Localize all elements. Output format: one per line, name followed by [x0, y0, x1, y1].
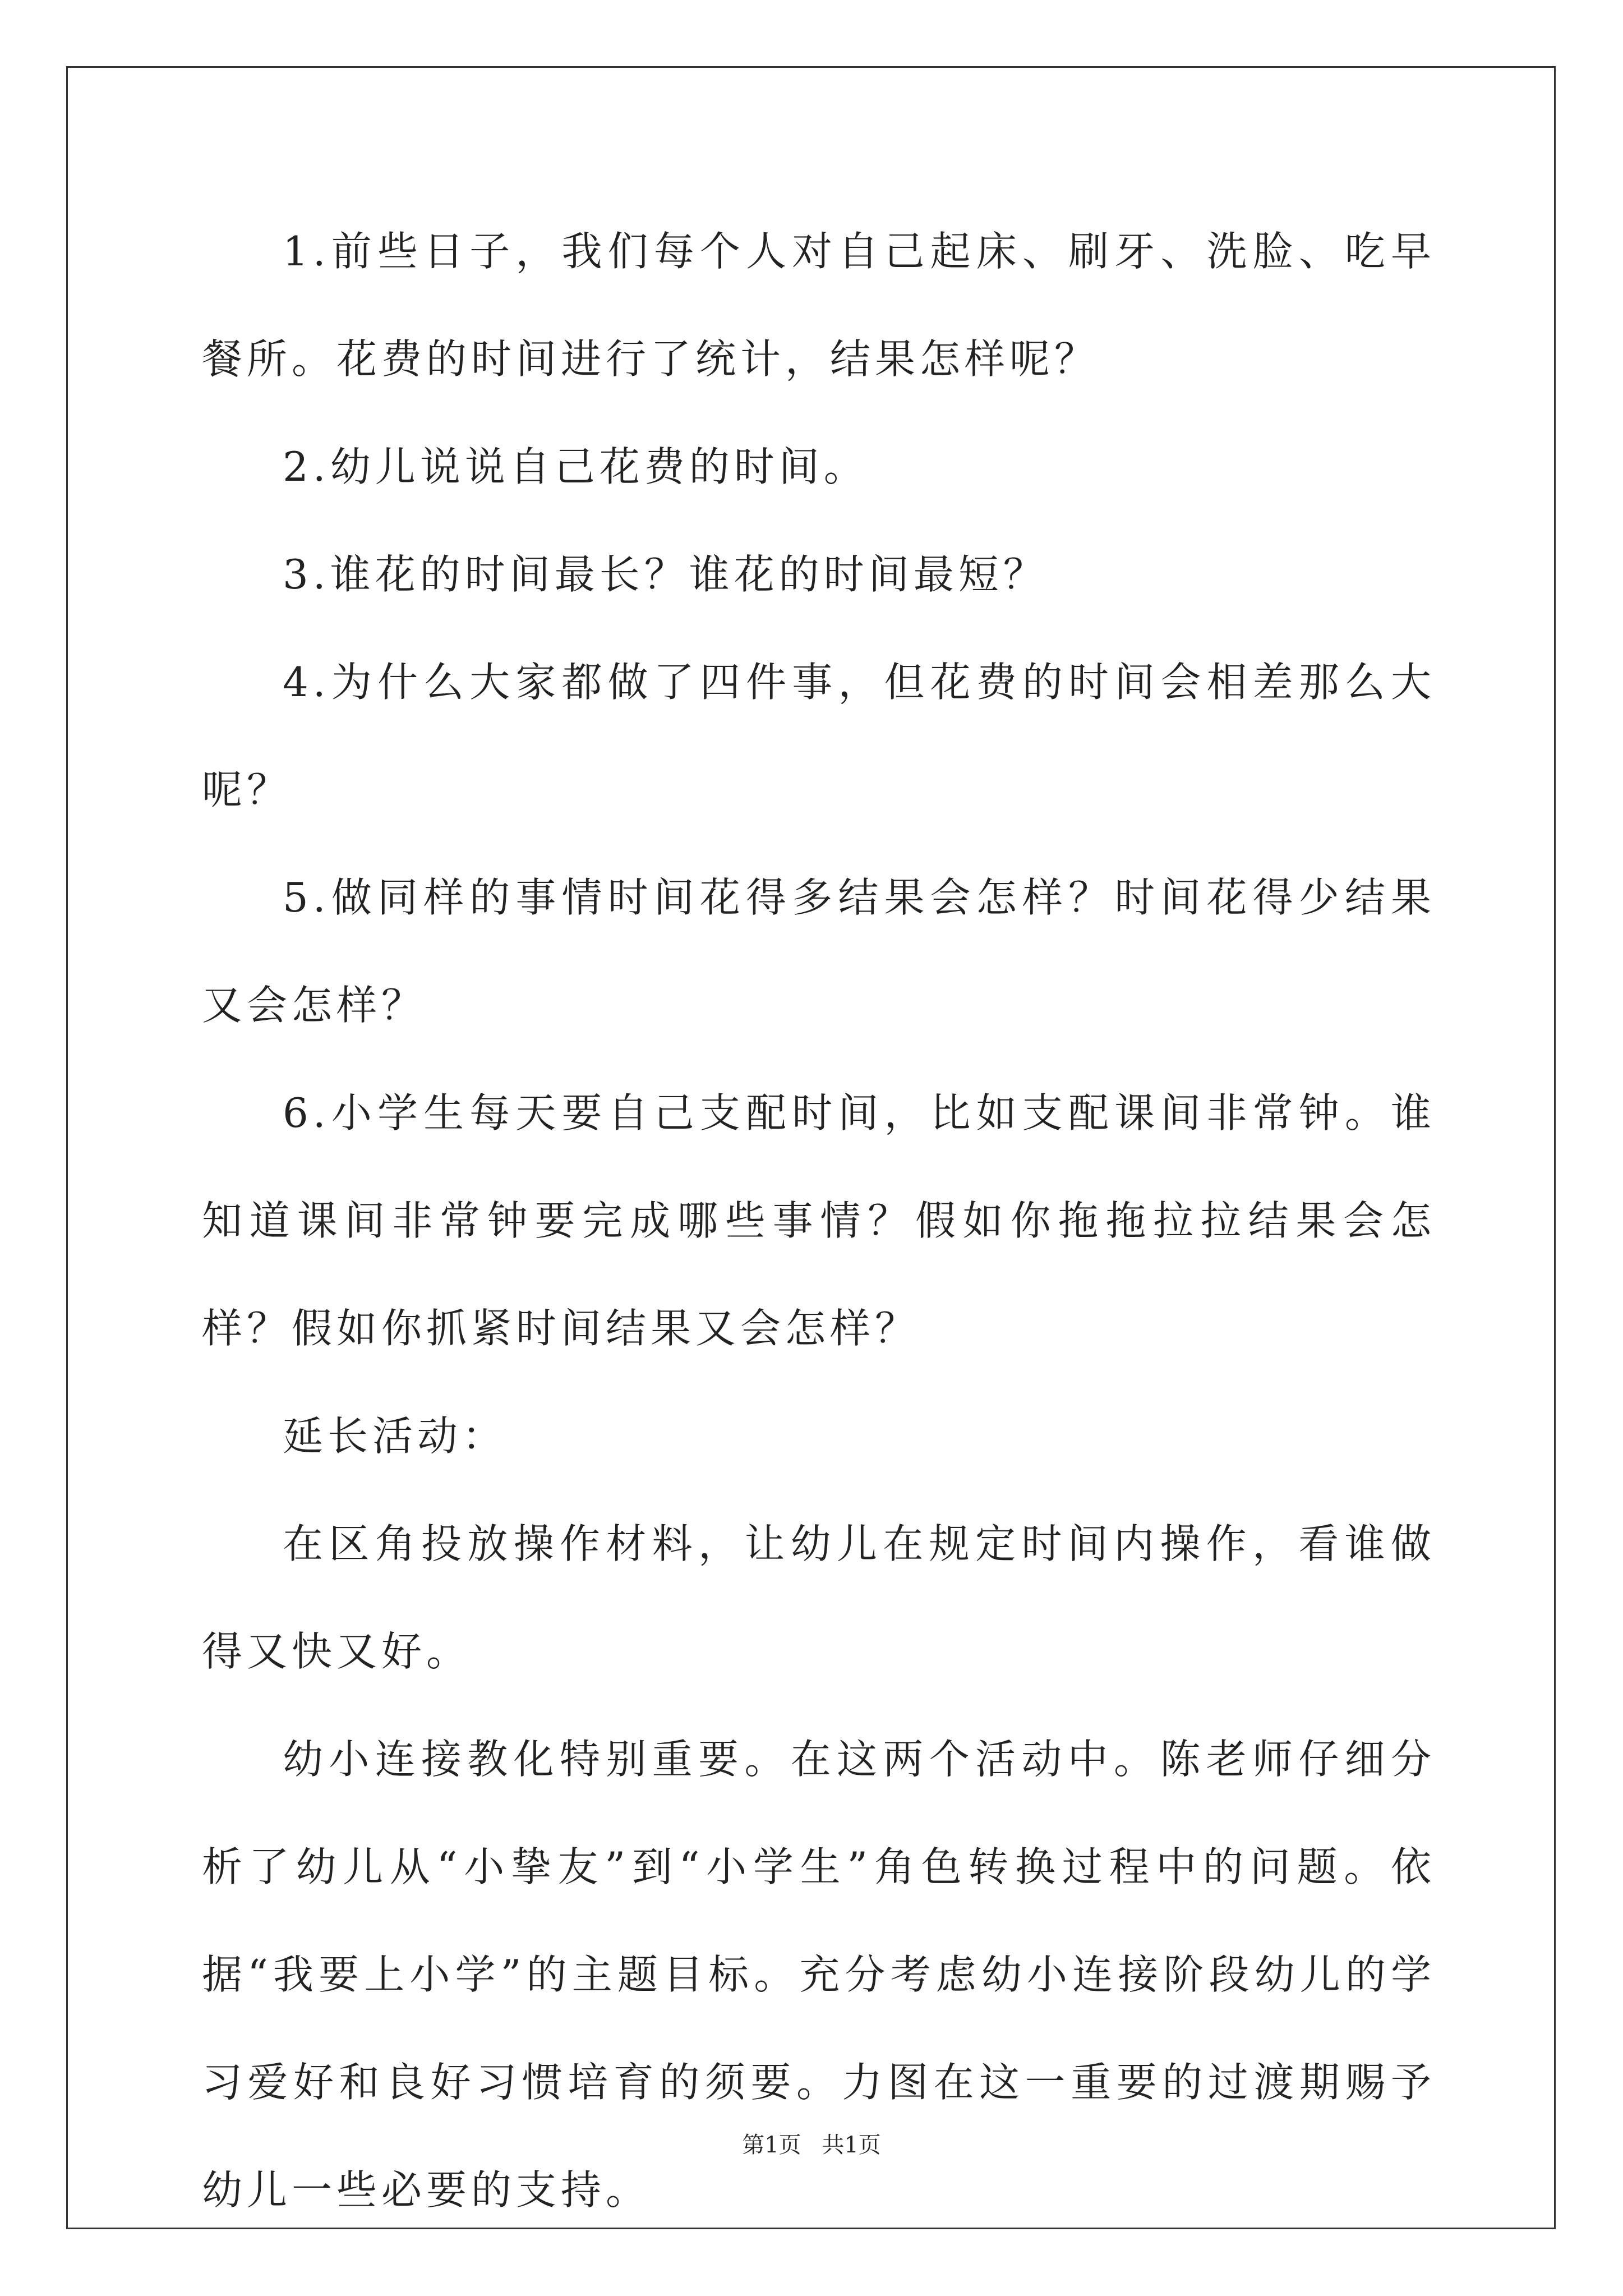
document-body — [202, 197, 1436, 2244]
paragraph-1: 1.前些日子，我们每个人对自己起床、刷牙、洗脸、吃早餐所。花费的时间进行了统计，结果怎样呢？ — [202, 228, 1436, 383]
paragraph-2: 2.幼儿说说自己花费的时间。 — [283, 443, 869, 490]
paragraph-6: 6.小学生每天要自己支配时间，比如支配课间非常钟。谁知道课间非常钟要完成哪些事情？假如你拖拖拉拉结果会怎样？假如你抓紧时间结果又会怎样？ — [202, 1089, 1436, 1352]
paragraph-5: 5.做同样的事情时间花得多结果会怎样？时间花得少结果又会怎样？ — [202, 874, 1436, 1029]
page-number: 第1页 — [742, 2132, 801, 2158]
section-heading-extension: 延长活动： — [283, 1412, 508, 1460]
paragraph-extension: 在区角投放操作材料，让幼儿在规定时间内操作，看谁做得又快又好。 — [202, 1520, 1436, 1675]
page-total: 共1页 — [822, 2132, 881, 2158]
paragraph-3: 3.谁花的时间最长？谁花的时间最短？ — [283, 551, 1048, 598]
paragraph-commentary: 幼小连接教化特别重要。在这两个活动中。陈老师仔细分析了幼儿从“小挚友”到“小学生”角色转换过程中的问题。依据“我要上小学”的主题目标。充分考虑幼小连接阶段幼儿的学习爱好和良好习惯培育的须要。力图在这一重要的过渡期赐予幼儿一些必要的支持。 — [202, 1736, 1436, 2214]
page-footer — [0, 2127, 1623, 2159]
paragraph-4: 4.为什么大家都做了四件事，但花费的时间会相差那么大呢？ — [202, 659, 1436, 813]
